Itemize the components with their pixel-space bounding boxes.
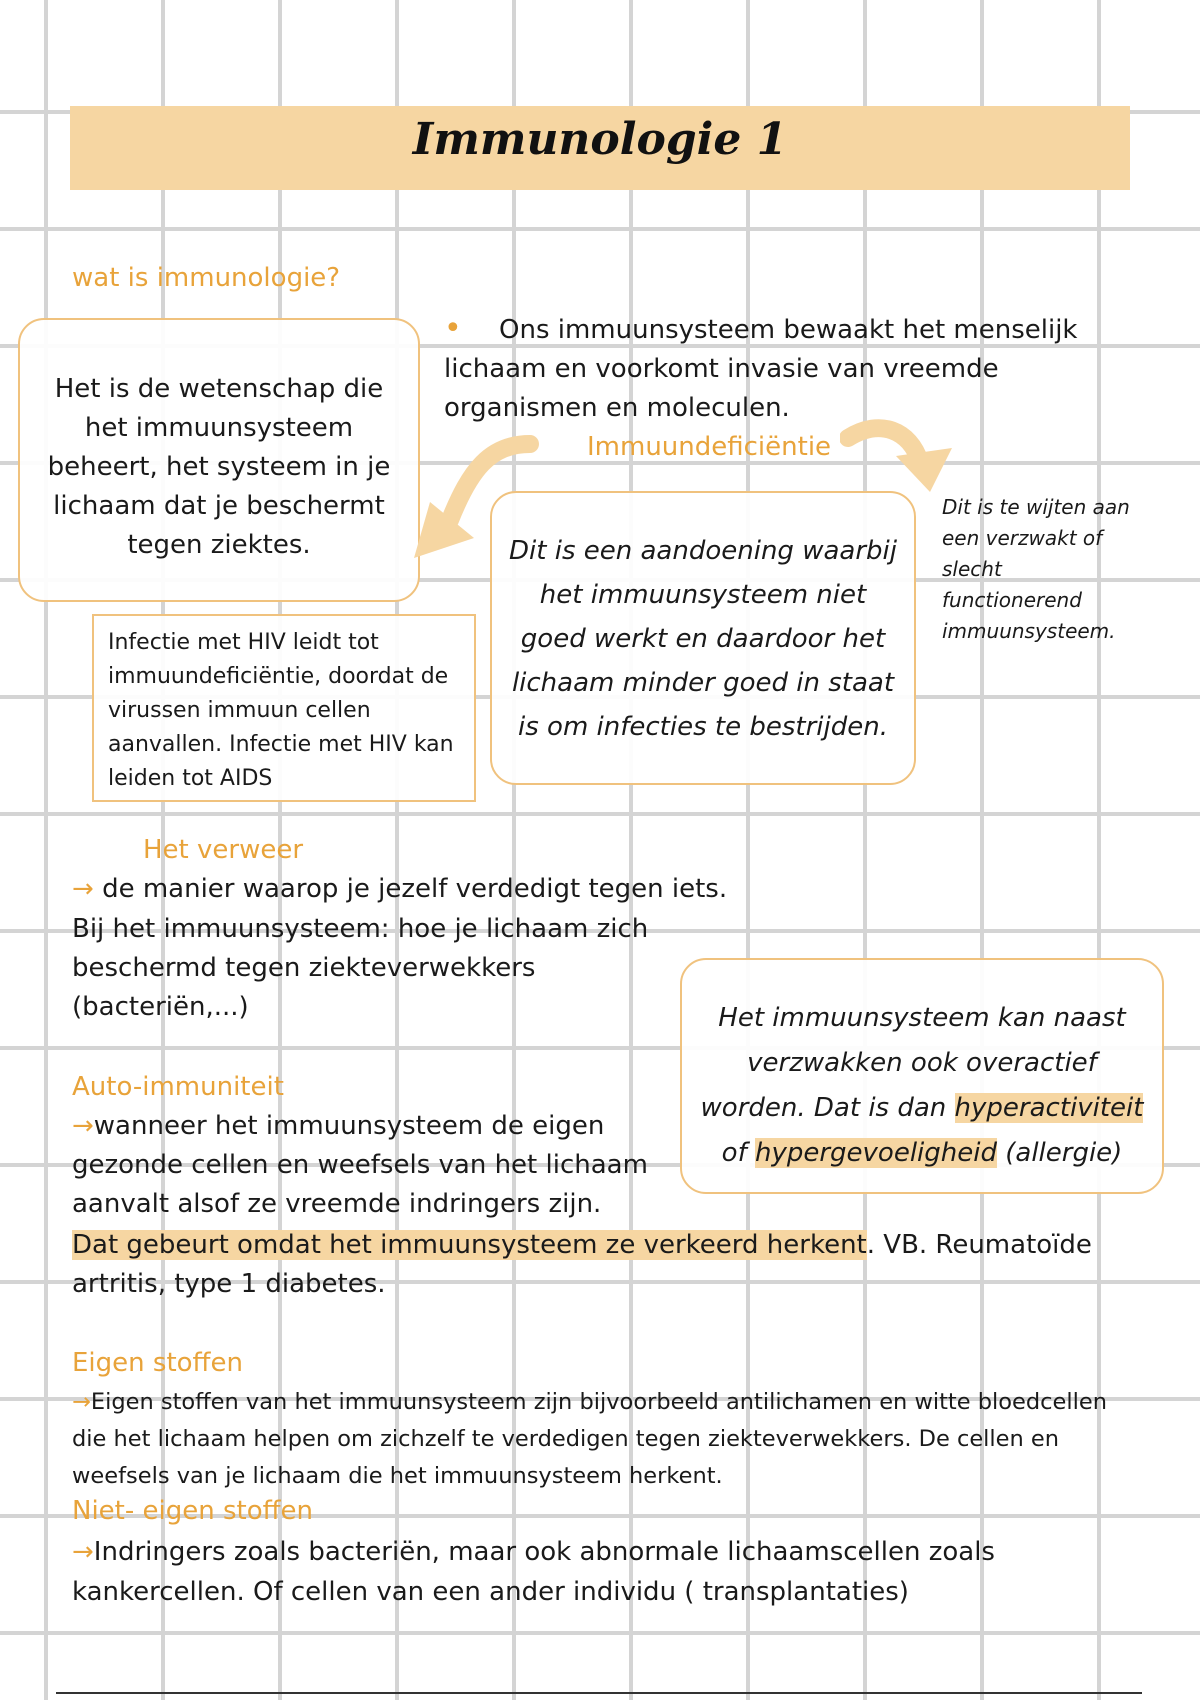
heading-immunodeficiency: Immuundeficiëntie <box>587 432 832 462</box>
hyper-text-mid: of <box>721 1138 755 1168</box>
heading-what-is: wat is immunologie? <box>72 263 341 293</box>
curved-arrow-right-icon <box>840 410 960 500</box>
autoimmune-examples: . VB. Reumatoïde artritis, type 1 diabetes. <box>72 1230 1092 1299</box>
defense-line1 <box>72 870 772 909</box>
arrow-right-icon: → <box>72 1111 94 1141</box>
autoimmune-text: wanneer het immuunsysteem de eigen gezonde cellen en weefsels van het lichaam aanvalt alsof ze vreemde indringers zijn. <box>72 1111 648 1219</box>
hyper-text-after: (allergie) <box>996 1138 1123 1168</box>
hyperactivity-highlight: hyperactiviteit <box>954 1093 1144 1123</box>
title-banner <box>70 106 1130 190</box>
bottom-divider <box>56 1692 1142 1694</box>
bullet-dot-icon: • <box>444 311 462 346</box>
foreign-substances-text: Indringers zoals bacteriën, maar ook abnormale lichaamscellen zoals kankercellen. Of cellen van een ander individu ( transplantaties) <box>72 1537 995 1607</box>
arrow-right-icon: → <box>72 1537 94 1567</box>
heading-foreign-substances: Niet- eigen stoffen <box>72 1496 314 1526</box>
autoimmune-paragraph <box>72 1107 652 1224</box>
arrow-right-icon: → <box>72 1389 91 1415</box>
heading-own-substances: Eigen stoffen <box>72 1348 243 1378</box>
autoimmune-highlight: Dat gebeurt omdat het immuunsysteem ze verkeerd herkent <box>72 1230 867 1260</box>
definition-text: Het is de wetenschap die het immuunsysteem beheert, het systeem in je lichaam dat je beschermt tegen ziektes. <box>47 374 391 560</box>
defense-line2: Bij het immuunsysteem: hoe je lichaam zich beschermd tegen ziekteverwekkers (bacteriën,...) <box>72 914 649 1022</box>
arrow-right-icon: → <box>72 874 94 904</box>
hyperactivity-box <box>680 958 1164 1194</box>
hyper-text-before: Het immuunsysteem kan naast verzwakken ook overactief worden. Dat is dan <box>700 1003 1126 1123</box>
immunodeficiency-box <box>490 491 916 785</box>
own-substances-text: Eigen stoffen van het immuunsysteem zijn bijvoorbeeld antilichamen en witte bloedcellen die het lichaam helpen om zichzelf te verdedigen tegen ziekteverwekkers. De cellen en weefsels van je lichaam die het immuunsysteem herkent. <box>72 1389 1107 1489</box>
page-title: Immunologie 1 <box>412 114 788 165</box>
immunodeficiency-cause: Dit is te wijten aan een verzwakt of slecht functionerend immuunsysteem. <box>942 495 1130 643</box>
heading-autoimmune: Auto-immuniteit <box>72 1072 284 1102</box>
defense-line1-text: de manier waarop je jezelf verdedigt tegen iets. <box>102 874 728 904</box>
own-substances-paragraph <box>72 1384 1142 1495</box>
hypersensitivity-highlight: hypergevoeligheid <box>754 1138 997 1168</box>
immunodeficiency-definition: Dit is een aandoening waarbij het immuunsysteem niet goed werkt en daardoor het lichaam minder goed in staat is om infecties te bestrijden. <box>509 536 897 742</box>
hiv-box <box>92 614 476 802</box>
autoimmune-explanation <box>72 1226 1132 1304</box>
hiv-text: Infectie met HIV leidt tot immuundeficiëntie, doordat de virussen immuun cellen aanvallen. Infectie met HIV kan leiden tot AIDS <box>108 630 454 791</box>
bullet-paragraph <box>444 311 1124 428</box>
definition-box <box>18 318 420 602</box>
foreign-substances-paragraph <box>72 1532 1012 1612</box>
heading-defense: Het verweer <box>143 835 304 865</box>
bullet-text: Ons immuunsysteem bewaakt het menselijk lichaam en voorkomt invasie van vreemde organismen en moleculen. <box>444 315 1078 423</box>
